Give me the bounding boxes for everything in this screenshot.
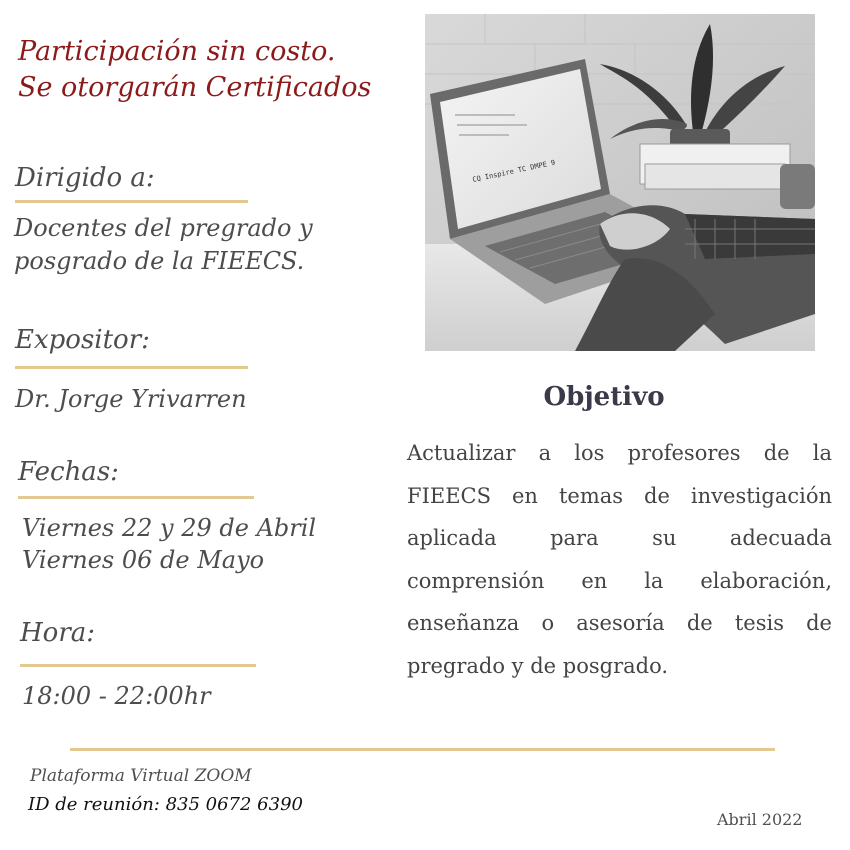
platform-text: Plataforma Virtual ZOOM: [30, 766, 252, 786]
objetivo-title: Objetivo: [543, 382, 665, 412]
dirigido-label: Dirigido a:: [15, 163, 155, 193]
meeting-id-text: ID de reunión: 835 0672 6390: [28, 794, 303, 815]
expositor-value: Dr. Jorge Yrivarren: [15, 385, 247, 413]
fechas-label: Fechas:: [18, 457, 119, 487]
fechas-line-2: Viernes 06 de Mayo: [22, 546, 265, 574]
objetivo-text: Actualizar a los profesores de la FIEECS en temas de investigación aplicada para su adecuada comprensión en la elaboración, enseñanza o asesoría de tesis de pregrado y de posgrado.: [407, 441, 832, 678]
dirigido-divider: [15, 200, 248, 203]
hora-value: 18:00 - 22:00hr: [22, 682, 211, 710]
laptop-photo-illustration: [425, 14, 815, 351]
headline-line-1: Participación sin costo.: [18, 36, 336, 67]
dirigido-line-1: Docentes del pregrado y: [14, 214, 313, 242]
laptop-photo: [425, 14, 815, 351]
dirigido-value: [14, 212, 313, 278]
expositor-divider: [15, 366, 248, 369]
fechas-divider: [18, 496, 254, 499]
headline: [18, 34, 418, 106]
hora-divider: [20, 664, 256, 667]
expositor-label: Expositor:: [15, 325, 150, 355]
screen-text: CQ Inspire TC DMPE 9: [471, 158, 556, 184]
headline-line-2: Se otorgarán Certificados: [18, 72, 372, 103]
fechas-value: [22, 512, 316, 576]
issue-date: Abril 2022: [717, 810, 803, 829]
footer-divider: [70, 748, 775, 751]
fechas-line-1: Viernes 22 y 29 de Abril: [22, 514, 317, 542]
dirigido-line-2: posgrado de la FIEECS.: [14, 247, 305, 275]
hora-label: Hora:: [20, 618, 96, 648]
